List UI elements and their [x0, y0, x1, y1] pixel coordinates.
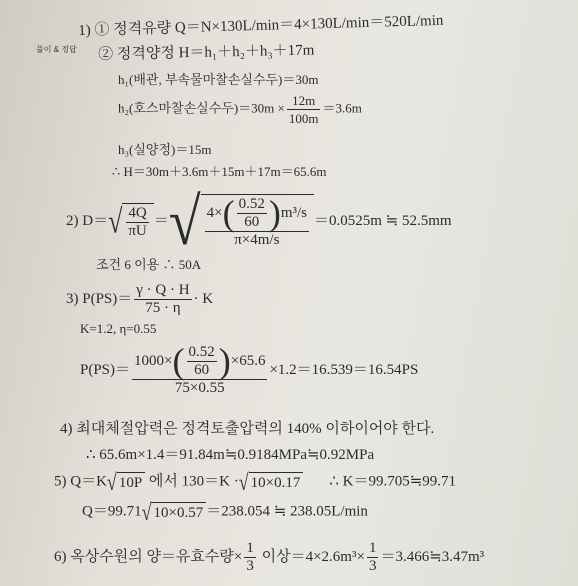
num-part-4: ×65.6: [230, 352, 266, 369]
line-7-result: ＝0.0525m ≒ 52.5mm: [314, 212, 452, 229]
sqrt-small: √ $\frac{4Q}{\pi U}$: [108, 203, 154, 240]
line-12: 4) 최대체절압력은 정격토출압력의 140% 이하이어야 한다.: [60, 421, 435, 437]
line-9-k: · K: [193, 290, 214, 307]
fraction-1-3-b: [367, 540, 379, 575]
line-5: h₃(실양정)＝15m: [118, 142, 212, 157]
line-14-result: ∴ K＝99.705≒99.71: [329, 473, 457, 490]
fraction-052-60: [187, 344, 217, 379]
fraction-1-3: [244, 540, 256, 575]
fraction-denominator: π×4m/s: [234, 232, 280, 248]
fraction-numerator: 12m: [287, 92, 321, 110]
line-14: [54, 469, 457, 495]
fraction-large: 4×( $\frac{0.52}{60}$ )m³/s π×4m/s: [206, 193, 308, 248]
fraction-denominator: 60: [244, 214, 260, 230]
fraction-denominator: 100m: [288, 111, 319, 126]
line-9: [66, 282, 213, 317]
line-9-label: 3) P(PS)＝: [66, 290, 133, 307]
line-16-text: 이상＝4×2.6m³×: [257, 548, 365, 565]
num-part-1: 1000×: [134, 352, 173, 369]
line-16-result: ＝3.466≒3.47m³: [380, 548, 485, 565]
line-1: 1) ① 정격유량 Q＝N×130L/min＝4×130L/min＝520L/min: [78, 12, 444, 39]
fraction-numerator: 1: [246, 540, 254, 556]
fraction-numerator: γ · Q · H: [136, 282, 190, 298]
line-16-label: 6) 옥상수원의 양＝유효수량×: [54, 548, 243, 565]
fraction-numerator: 0.52: [238, 196, 265, 212]
line-13: ∴ 65.6m×1.4＝91.84m≒0.9184MPa≒0.92MPa: [86, 447, 375, 463]
fraction-numerator: 1: [368, 540, 377, 556]
sqrt-10x017: √ 10×0.17: [239, 472, 304, 492]
line-8: 조건 6 이용 ∴ 50A: [96, 257, 202, 272]
fraction-denominator: 3: [368, 558, 377, 574]
fraction-power-calc: 1000×( $\frac{0.52}{60}$ )×65.6 75×0.55: [134, 341, 266, 396]
fraction-12-100: [287, 92, 321, 127]
line-7: [66, 183, 452, 259]
line-14-text: 에서 130＝K ·: [145, 473, 239, 490]
fraction-denominator: 3: [246, 558, 254, 574]
line-11-label: P(PS)＝: [80, 361, 131, 378]
line-16: [54, 540, 484, 575]
fraction-052-60: [237, 196, 267, 231]
radicand: 10×0.57: [151, 502, 206, 522]
fraction-denominator: 75×0.55: [174, 380, 225, 396]
line-6: ∴ H＝30m＋3.6m＋15m＋17m＝65.6m: [112, 164, 327, 179]
fraction-power: [134, 282, 191, 317]
line-4-text: h₂(호스마찰손실수두)＝30m ×: [118, 100, 285, 116]
fraction-numerator: 4Q: [126, 205, 148, 223]
radicand: 10×0.17: [249, 472, 304, 492]
num-part-4: m³/s: [280, 204, 308, 221]
num-part-1: 4×: [206, 204, 223, 221]
line-11: [80, 341, 419, 397]
line-14-label: 5) Q＝K: [54, 473, 107, 490]
sqrt-10p: √ 10P: [107, 472, 145, 492]
fraction-denominator: πU: [128, 223, 147, 239]
line-11-result: ×1.2＝16.539＝16.54PS: [269, 361, 419, 378]
sqrt-10x057: √ 10×0.57: [142, 502, 207, 522]
answer-label: 풀이 & 정답: [36, 45, 77, 54]
fraction-4q-piu: [126, 205, 148, 240]
line-7-label: 2) D＝: [66, 212, 109, 229]
line-15-result: ＝238.054 ≒ 238.05L/min: [206, 503, 368, 520]
fraction-numerator: 0.52: [188, 344, 215, 360]
fraction-denominator: 75 · η: [145, 300, 181, 316]
radicand: 10P: [117, 472, 145, 492]
line-7-eq: ＝: [153, 212, 169, 229]
line-10: K=1.2, η=0.55: [80, 321, 157, 336]
fraction-denominator: 60: [194, 362, 210, 378]
line-2: ② 정격양정 H＝h₁＋h₂＋h₃＋17m: [98, 42, 315, 63]
line-3: h₁(배관, 부속물마찰손실수두)＝30m: [118, 72, 319, 87]
line-4: [118, 92, 362, 127]
line-15-label: Q＝99.71: [82, 503, 142, 520]
line-15: [82, 499, 368, 525]
line-4-result: ＝3.6m: [322, 100, 362, 116]
sqrt-large: √ 4×( $\frac{0.52}{60}$ )m³/s π×4m/s: [169, 194, 314, 249]
